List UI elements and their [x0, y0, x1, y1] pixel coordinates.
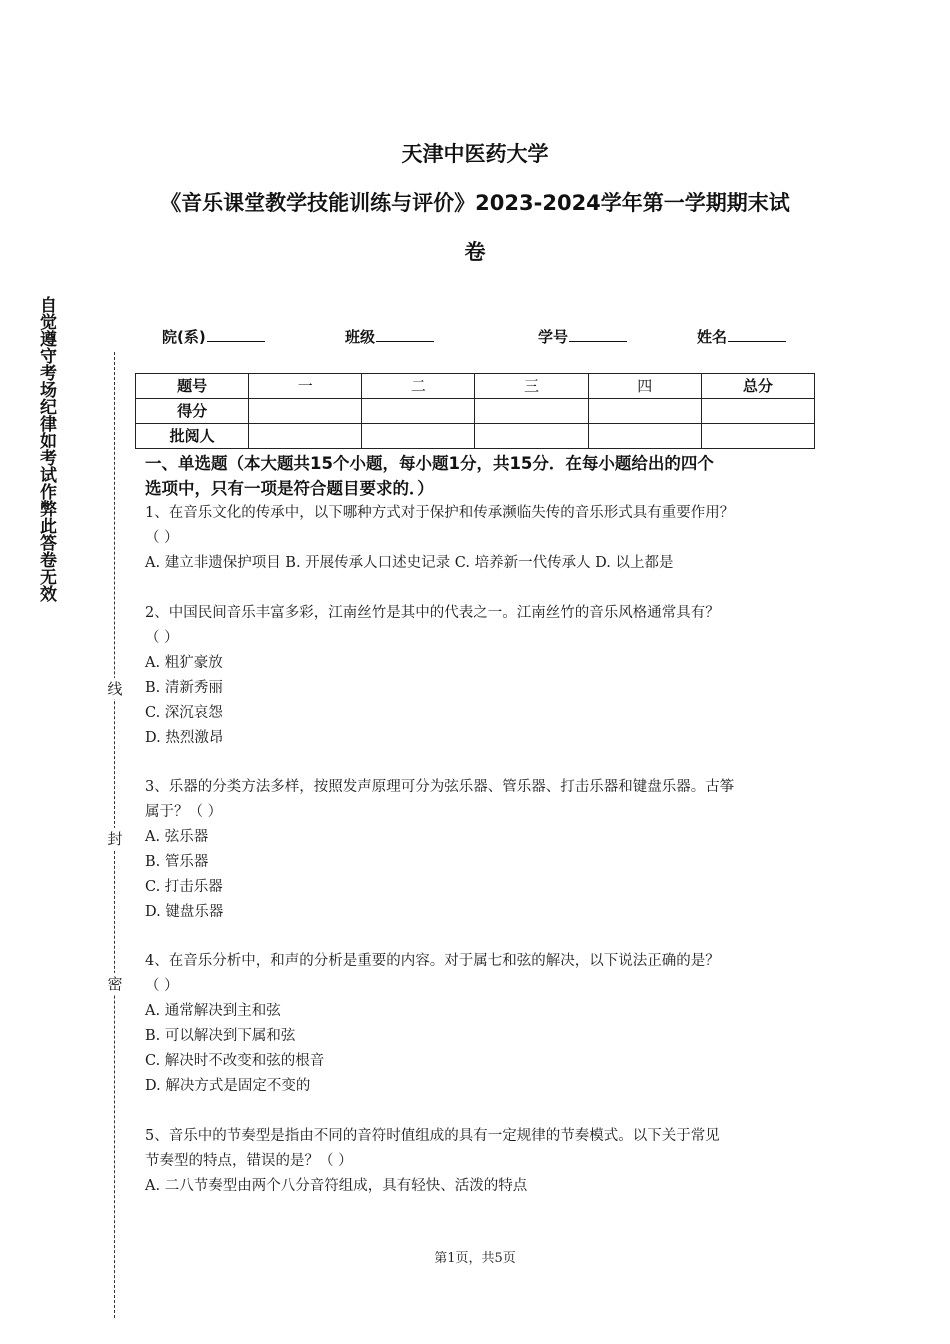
question-stem: （ ）: [145, 630, 179, 646]
question-stem: 4、在音乐分析中，和声的分析是重要的内容。对于属七和弦的解决，以下说法正确的是？: [145, 953, 720, 969]
score-cell[interactable]: [588, 399, 701, 424]
question-5: [145, 1124, 825, 1199]
header-cell-2: 二: [362, 374, 475, 399]
seal-mark-seal: 封: [107, 830, 123, 848]
section-1-title-line2: 选项中，只有一项是符合题目要求的．）: [145, 479, 434, 498]
name-blank[interactable]: [728, 326, 786, 342]
name-field: [697, 326, 786, 347]
question-1: [145, 501, 825, 576]
score-cell[interactable]: [701, 399, 814, 424]
seal-mark-line: 线: [107, 680, 123, 698]
score-cell[interactable]: [362, 399, 475, 424]
grader-cell[interactable]: [588, 424, 701, 449]
score-cell[interactable]: [249, 399, 362, 424]
grader-cell[interactable]: [475, 424, 588, 449]
grader-cell[interactable]: [362, 424, 475, 449]
exam-title-line1: 《音乐课堂教学技能训练与评价》2023-2024学年第一学期期末试: [160, 191, 790, 215]
header-cell-1: 一: [249, 374, 362, 399]
name-label: 姓名: [697, 328, 728, 346]
question-stem: 1、在音乐文化的传承中，以下哪种方式对于保护和传承濒临失传的音乐形式具有重要作用？: [145, 505, 735, 521]
section-1-heading: [145, 451, 825, 501]
question-stem: 节奏型的特点，错误的是？（ ）: [145, 1153, 353, 1169]
grader-row-label: 批阅人: [136, 424, 249, 449]
option-a: A. 通常解决到主和弦: [145, 1003, 281, 1019]
class-field: [345, 326, 434, 347]
option-b: B. 管乐器: [145, 854, 209, 870]
question-2: [145, 601, 825, 751]
option-c: C. 解决时不改变和弦的根音: [145, 1053, 325, 1069]
side-notice: 自觉遵守考场纪律如考试作弊此答卷无效: [36, 296, 56, 602]
question-3: [145, 775, 825, 925]
question-options: A. 建立非遗保护项目 B. 开展传承人口述史记录 C. 培养新一代传承人 D. 以上都是: [145, 555, 674, 571]
department-label: 院(系): [162, 328, 206, 346]
option-c: C. 打击乐器: [145, 879, 223, 895]
section-1-title-line1: 一、单选题（本大题共15个小题，每小题1分，共15分．在每小题给出的四个: [145, 454, 714, 473]
class-blank[interactable]: [376, 326, 434, 342]
option-a: A. 粗犷豪放: [145, 655, 223, 671]
department-field: [162, 326, 265, 347]
exam-title-line2: 卷: [464, 240, 486, 264]
student-id-field: [538, 326, 627, 347]
question-4: [145, 949, 825, 1099]
option-b: B. 清新秀丽: [145, 680, 223, 696]
header-cell-question-no: 题号: [136, 374, 249, 399]
student-id-label: 学号: [538, 328, 569, 346]
question-stem: （ ）: [145, 978, 179, 994]
question-stem: 2、中国民间音乐丰富多彩，江南丝竹是其中的代表之一。江南丝竹的音乐风格通常具有？: [145, 605, 720, 621]
option-c: C. 深沉哀怨: [145, 705, 223, 721]
score-table: [135, 373, 815, 449]
grader-cell[interactable]: [701, 424, 814, 449]
seal-mark-secret: 密: [107, 975, 123, 993]
score-cell[interactable]: [475, 399, 588, 424]
option-d: D. 解决方式是固定不变的: [145, 1078, 311, 1094]
score-row-label: 得分: [136, 399, 249, 424]
grader-cell[interactable]: [249, 424, 362, 449]
header-cell-4: 四: [588, 374, 701, 399]
score-row: [136, 399, 815, 424]
page-footer: 第1页，共5页: [434, 1251, 516, 1266]
header-cell-total: 总分: [701, 374, 814, 399]
option-d: D. 热烈激昂: [145, 730, 224, 746]
option-a: A. 二八节奏型由两个八分音符组成，具有轻快、活泼的特点: [145, 1178, 528, 1194]
class-label: 班级: [345, 328, 376, 346]
header-cell-3: 三: [475, 374, 588, 399]
student-id-blank[interactable]: [569, 326, 627, 342]
department-blank[interactable]: [207, 326, 265, 342]
university-title: 天津中医药大学: [401, 142, 549, 166]
question-stem: 5、音乐中的节奏型是指由不同的音符时值组成的具有一定规律的节奏模式。以下关于常见: [145, 1128, 720, 1144]
score-table-header-row: [136, 374, 815, 399]
question-stem: （ ）: [145, 530, 179, 546]
option-b: B. 可以解决到下属和弦: [145, 1028, 296, 1044]
question-stem: 属于？（ ）: [145, 804, 223, 820]
grader-row: [136, 424, 815, 449]
question-stem: 3、乐器的分类方法多样，按照发声原理可分为弦乐器、管乐器、打击乐器和键盘乐器。古筝: [145, 779, 735, 795]
option-a: A. 弦乐器: [145, 829, 209, 845]
option-d: D. 键盘乐器: [145, 904, 224, 920]
